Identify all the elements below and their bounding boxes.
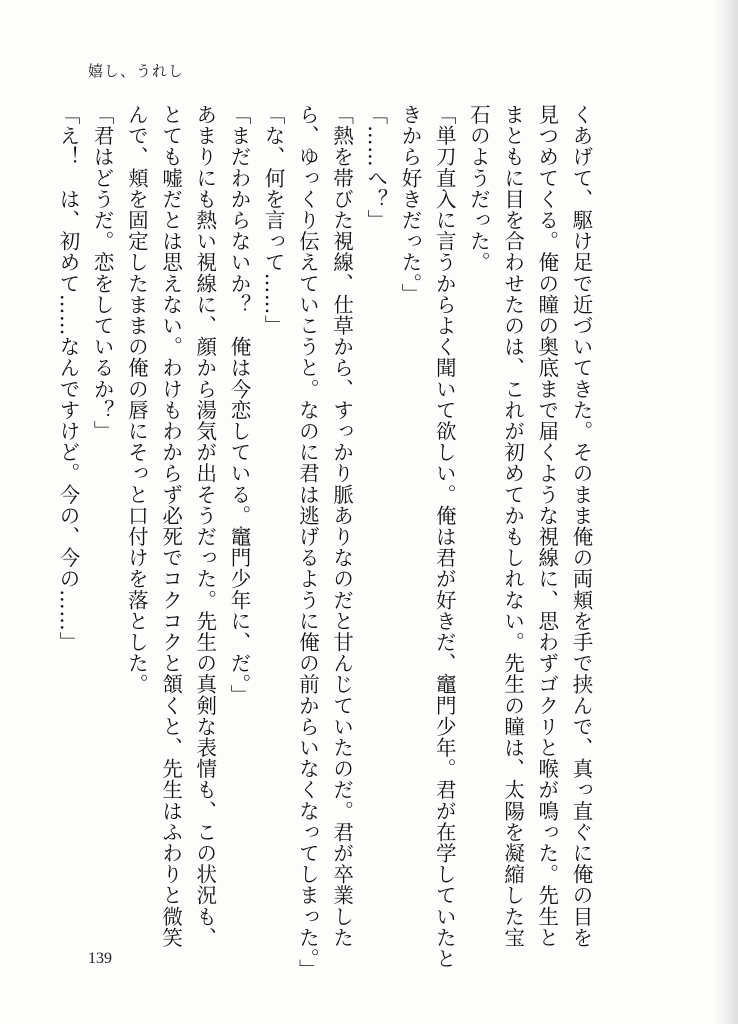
text-line: きから好きだった。」	[397, 104, 422, 305]
text-line: くあげて、駆け足で近づいてきた。そのまま俺の両頬を手で挟んで、真っ直ぐに俺の目を	[569, 104, 593, 948]
text-line: 「単刀直入に言うからよく聞いて欲しい。俺は君が好きだ、竈門少年。君が在学していたと	[432, 104, 457, 970]
text-line: 「熱を帯びた視線、仕草から、すっかり脈ありなのだと甘んじていたのだ。君が卒業した	[329, 104, 354, 948]
text-line: 「……へ？」	[363, 104, 388, 231]
running-header-title: 嬉し、うれし	[88, 62, 185, 80]
page-edge-shadow	[712, 0, 738, 1024]
text-line: まともに目を合わせたのは、これが初めてかもしれない。先生の瞳は、太陽を凝縮した宝	[500, 104, 525, 948]
text-line: 「な、何を言って……」	[261, 104, 286, 337]
text-line: とても嘘だとは思えない。わけもわからず必死でコクコクと頷くと、先生はふわりと微笑	[158, 104, 183, 948]
text-line: んで、頬を固定したままの俺の唇にそっと口付けを落とした。	[124, 104, 149, 695]
page-number: 139	[88, 950, 112, 967]
text-line: 石のようだった。	[466, 104, 491, 273]
text-line: 「まだわからないか？ 俺は今恋している。竈門少年に、だ。」	[226, 104, 251, 706]
text-line: あまりにも熱い視線に、顔から湯気が出そうだった。先生の真剣な表情も、この状況も、	[192, 104, 217, 948]
text-line: 「え！ は、初めて……なんですけど。今の、今の……」	[55, 104, 80, 653]
text-line: 見つめてくる。俺の瞳の奥底まで届くような視線に、思わずゴクリと喉が鳴った。先生と	[534, 104, 559, 948]
text-line: ら、ゆっくり伝えていこうと。なのに君は逃げるように俺の前からいなくなってしまった。」	[295, 104, 320, 980]
text-line: 「君はどうだ。恋をしているか？」	[90, 104, 115, 442]
